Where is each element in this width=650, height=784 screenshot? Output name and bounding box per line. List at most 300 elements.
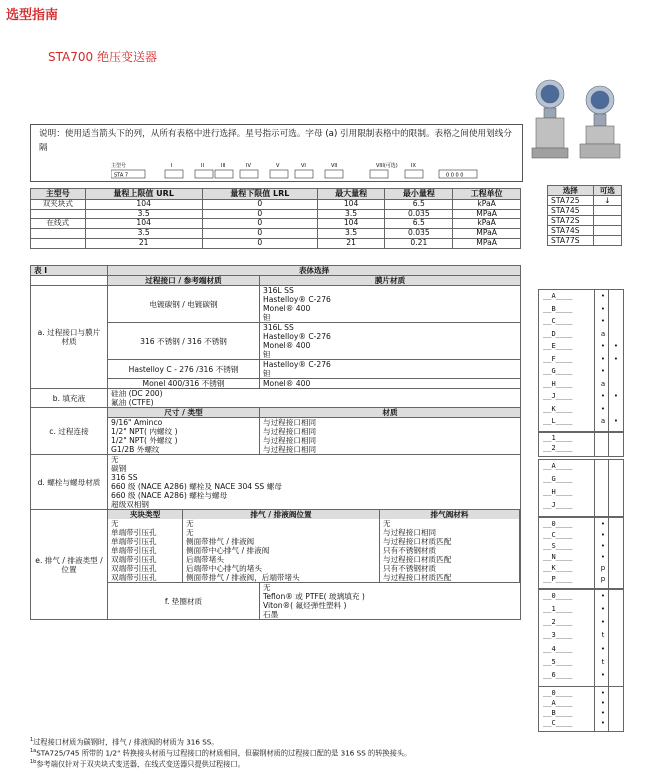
table-row (31, 200, 521, 210)
code-option[interactable] (543, 381, 573, 388)
model-number-diagram (111, 161, 491, 181)
code-letter: J (551, 501, 556, 509)
table1-subtitle: 表体选择 (108, 266, 521, 276)
diaphragm-cell-line: 316L SS (263, 323, 294, 332)
table1-title: 表 I (31, 266, 108, 276)
process-cell: 316 不锈钢 / 316 不锈钢 (108, 323, 260, 360)
e-cell: 与过程接口材质匹配 (380, 537, 520, 546)
range-cell-model: 在线式 (31, 219, 86, 229)
code-option[interactable] (543, 489, 573, 496)
diaphragm-cell-line: 316L SS (263, 286, 294, 295)
range-cell-unit: kPaA (453, 200, 521, 210)
table-row (548, 226, 622, 236)
label-c: c. 过程连接 (31, 408, 108, 455)
code-blank: ____ (555, 304, 573, 313)
code-option[interactable] (543, 521, 573, 528)
diaphragm-cell-line: Monel® 400 (263, 341, 311, 350)
range-cell-max: 21 (317, 238, 385, 248)
table-row (31, 286, 521, 323)
product-title: STA700 绝压变送器 (48, 50, 157, 64)
code-blank: ____ (555, 501, 573, 509)
range-cell-unit: kPaA (453, 219, 521, 229)
e-cell: 侧面带中心排气 / 排液阀 (183, 546, 380, 555)
code-letter: C (551, 719, 556, 727)
e-cell: 侧面带排气 / 排液阀，后端带堵头 (183, 573, 380, 582)
diagram-roman-1: I (171, 163, 173, 169)
table-row (548, 196, 622, 206)
fill-cell-line: 氟油 (CTFE) (111, 398, 154, 407)
code-blank: __ (543, 475, 552, 483)
code-blank: ____ (555, 462, 573, 470)
code-option[interactable] (543, 476, 573, 483)
code-letter: E (551, 342, 556, 351)
code-blank: ____ (555, 542, 573, 550)
code-blank: ____ (555, 434, 573, 442)
code-blank: ____ (555, 520, 573, 528)
table-row (31, 229, 521, 239)
diagram-roman-8: VIII(可选) (376, 163, 398, 169)
code-blank: __ (543, 417, 552, 426)
table-row (108, 546, 520, 555)
code-blank: __ (543, 531, 552, 539)
code-blank: __ (543, 501, 552, 509)
selection-arrow-icon (593, 216, 621, 226)
e-cell: 只有不锈钢材质 (380, 546, 520, 555)
c-mat-cell-line: 与过程接口相同 (263, 445, 317, 454)
footnote (30, 747, 411, 758)
range-header-5: 工程单位 (453, 189, 521, 200)
select-header: 选择 (548, 186, 594, 196)
table-row (108, 537, 520, 546)
range-cell-lrl: 0 (202, 229, 317, 239)
diaphragm-cell-line: Hastelloy® C-276 (263, 295, 331, 304)
e-cell: 无 (183, 519, 380, 528)
diaphragm-cell (260, 286, 521, 323)
diagram-roman-5: V (276, 163, 280, 169)
code-letter: P (551, 575, 556, 583)
e-cell: 后端带中心排气的堵头 (183, 564, 380, 573)
code-blank: ____ (555, 699, 573, 707)
e-cell: 无 (108, 519, 183, 528)
table-row (31, 219, 521, 229)
code-divider (608, 590, 609, 686)
c-mat-cell-line: 与过程接口相同 (263, 436, 317, 445)
code-letter: B (551, 709, 556, 717)
e-cell: 只有不锈钢材质 (380, 564, 520, 573)
code-letter: G (551, 475, 556, 483)
footnote-marker: 1b (30, 759, 37, 766)
e-cell: 侧面带排气 / 排液阀 (183, 537, 380, 546)
code-letter: H (551, 488, 556, 496)
code-blank: ____ (555, 531, 573, 539)
option-mark: • (600, 392, 606, 401)
code-blank: ____ (555, 709, 573, 717)
code-blank: __ (543, 488, 552, 496)
code-blank: __ (543, 605, 552, 614)
process-cell: Hastelloy C - 276 /316 不锈钢 (108, 360, 260, 379)
selection-arrow-icon: ↓ (593, 196, 621, 206)
diagram-roman-6: VI (301, 163, 306, 169)
range-cell-unit: MPaA (453, 238, 521, 248)
footnote-text: 过程接口材质为碳钢时，排气 / 排液阀的材质为 316 SS。 (33, 737, 219, 747)
code-option[interactable] (543, 532, 573, 539)
code-option[interactable] (543, 293, 573, 300)
table-row (108, 555, 520, 564)
option-mark: t (601, 657, 605, 666)
code-blank: ____ (555, 488, 573, 496)
table-row (108, 564, 520, 573)
table-row (31, 408, 521, 418)
e-head-1: 排气 / 排液阀位置 (183, 510, 380, 519)
code-letter: N (551, 553, 556, 561)
code-blank: ____ (555, 657, 573, 666)
code-option[interactable] (543, 593, 573, 600)
code-letter: 6 (551, 670, 556, 679)
option-mark: • (600, 644, 606, 653)
c-mat-cell-line: 与过程接口相同 (263, 427, 317, 436)
e-head-0: 夹块类型 (108, 510, 183, 519)
option-mark: a (600, 379, 606, 388)
code-letter: A (551, 462, 556, 470)
code-blank: ____ (555, 329, 573, 338)
code-letter: 1 (551, 605, 556, 614)
range-cell-min: 0.21 (385, 238, 453, 248)
code-divider (594, 460, 595, 516)
gasket-cell (260, 583, 521, 620)
code-letter: 5 (551, 657, 556, 666)
option-mark: • (600, 670, 606, 679)
table-row (31, 276, 521, 286)
range-cell-model: 双夹块式 (31, 200, 86, 210)
code-blank: __ (543, 670, 552, 679)
code-blank: ____ (555, 564, 573, 572)
process-cell: Monel 400/316 不锈钢 (108, 379, 260, 389)
selection-arrow-icon (593, 226, 621, 236)
code-box-e (538, 589, 624, 687)
range-cell-unit: MPaA (453, 209, 521, 219)
label-e: e. 排气 / 排液类型 / 位置 (31, 510, 108, 620)
code-blank: __ (543, 462, 552, 470)
code-divider (608, 460, 609, 516)
code-blank: ____ (555, 444, 573, 452)
code-letter: C (551, 531, 556, 539)
code-blank: ____ (555, 719, 573, 727)
range-table (30, 188, 521, 249)
code-letter: L (551, 417, 556, 426)
code-option[interactable] (543, 418, 573, 425)
code-divider (594, 290, 595, 432)
code-option[interactable] (543, 543, 573, 550)
gasket-cell-line: Viton®( 氟烃弹性塑料 ) (263, 601, 347, 610)
code-option[interactable] (543, 632, 573, 639)
code-blank: ____ (555, 553, 573, 561)
code-option[interactable] (543, 368, 573, 375)
c-size-cell-line: G1/2B 外螺纹 (111, 445, 160, 454)
code-option[interactable] (543, 700, 573, 707)
code-option[interactable] (543, 565, 573, 572)
fill-cell (108, 389, 521, 408)
diaphragm-cell-line: 钽 (263, 350, 271, 359)
code-option[interactable] (543, 435, 573, 442)
code-blank: ____ (555, 689, 573, 697)
code-option[interactable] (543, 554, 573, 561)
code-box-a (538, 289, 624, 433)
table-row (31, 510, 521, 583)
code-letter: J (551, 392, 556, 401)
code-option[interactable] (543, 576, 573, 583)
code-letter: B (551, 304, 556, 313)
model-code: STA745 (548, 206, 594, 216)
option-mark: • (613, 342, 619, 351)
code-option[interactable] (543, 672, 573, 679)
model-code: STA74S (548, 226, 594, 236)
table-row (548, 216, 622, 226)
table-row (108, 519, 520, 528)
spacer-cell (31, 276, 108, 286)
code-blank: ____ (555, 367, 573, 376)
code-box-f (538, 686, 624, 732)
code-blank: ____ (555, 354, 573, 363)
code-option[interactable] (543, 343, 573, 350)
e-subtable (108, 510, 520, 582)
code-box-d (538, 517, 624, 589)
code-blank: __ (543, 342, 552, 351)
bolt-cell-line: 316 SS (111, 473, 138, 482)
gasket-cell-line: 石墨 (263, 610, 279, 619)
option-mark: • (613, 392, 619, 401)
code-option[interactable] (543, 646, 573, 653)
table-row (31, 209, 521, 219)
range-cell-url: 21 (85, 238, 202, 248)
code-blank: ____ (555, 404, 573, 413)
code-blank: __ (543, 689, 552, 697)
e-cell: 与过程接口相同 (380, 528, 520, 537)
table-1-body-selection (30, 265, 521, 620)
option-mark: • (600, 292, 606, 300)
code-blank: ____ (555, 417, 573, 426)
code-option[interactable] (543, 318, 573, 325)
selection-arrow-icon (593, 206, 621, 216)
code-option[interactable] (543, 690, 573, 697)
model-code: STA725 (548, 196, 594, 206)
optional-header: 可选 (593, 186, 621, 196)
code-letter: 0 (551, 520, 556, 528)
diaphragm-cell-line: Hastelloy® C-276 (263, 360, 331, 369)
code-blank: __ (543, 520, 552, 528)
code-option[interactable] (543, 720, 573, 727)
code-option[interactable] (543, 331, 573, 338)
diaphragm-cell-line: Monel® 400 (263, 379, 311, 388)
label-d: d. 螺栓与螺母材质 (31, 455, 108, 510)
code-blank: __ (543, 719, 552, 727)
footnote-text: 参考端仅针对于双夹块式变送器，在线式变送器只提供过程接口。 (36, 759, 245, 769)
code-blank: ____ (555, 317, 573, 326)
table-row (108, 528, 520, 537)
option-mark: • (600, 520, 606, 528)
bolt-cell-line: 660 级 (NACE A286) 螺栓及 NACE 304 SS 螺母 (111, 482, 282, 491)
option-mark: • (600, 404, 606, 413)
range-cell-max: 3.5 (317, 229, 385, 239)
code-option[interactable] (543, 710, 573, 717)
option-mark: • (600, 342, 606, 351)
range-cell-min: 6.5 (385, 200, 453, 210)
range-header-3: 最大量程 (317, 189, 385, 200)
code-letter: A (551, 292, 556, 300)
option-mark: • (600, 605, 606, 614)
diagram-roman-9: IX (411, 163, 416, 169)
e-cell: 无 (380, 519, 520, 528)
code-blank: __ (543, 644, 552, 653)
option-mark: • (600, 367, 606, 376)
code-letter: 4 (551, 644, 556, 653)
code-blank: __ (543, 329, 552, 338)
code-blank: __ (543, 575, 552, 583)
code-blank: ____ (555, 592, 573, 600)
range-cell-unit: MPaA (453, 229, 521, 239)
e-header-wrap (108, 510, 521, 583)
code-option[interactable] (543, 463, 573, 470)
option-mark: • (600, 618, 606, 627)
model-select-table (547, 185, 622, 246)
code-blank: ____ (555, 475, 573, 483)
option-mark: • (600, 553, 606, 561)
e-cell: 与过程接口材质匹配 (380, 555, 520, 564)
code-divider (608, 518, 609, 588)
code-blank: __ (543, 618, 552, 627)
range-cell-model (31, 229, 86, 239)
footnote (30, 736, 411, 747)
code-blank: __ (543, 553, 552, 561)
code-option[interactable] (543, 502, 573, 509)
c-size-cell-line: 9/16" Aminco (111, 418, 163, 427)
range-header-4: 最小量程 (385, 189, 453, 200)
range-cell-min: 0.035 (385, 229, 453, 239)
gasket-cell-line: 无 (263, 583, 271, 592)
code-blank: __ (543, 564, 552, 572)
c-mat-cell (260, 418, 521, 455)
code-blank: __ (543, 354, 552, 363)
code-letter: D (551, 329, 556, 338)
code-blank: __ (543, 699, 552, 707)
code-option[interactable] (543, 606, 573, 613)
section-title: 选型指南 (6, 8, 59, 23)
col-diaphragm-header: 膜片材质 (260, 276, 521, 286)
code-blank: __ (543, 657, 552, 666)
code-option[interactable] (543, 659, 573, 666)
code-blank: __ (543, 592, 552, 600)
range-cell-lrl: 0 (202, 200, 317, 210)
code-option[interactable] (543, 406, 573, 413)
diagram-main-model: 主型号 (111, 163, 127, 169)
code-option[interactable] (543, 393, 573, 400)
footnote-marker: 1 (30, 737, 34, 743)
e-cell: 与过程接口材质匹配 (380, 573, 520, 582)
code-divider (594, 432, 595, 456)
code-divider (608, 432, 609, 456)
diaphragm-cell-line: Hastelloy® C-276 (263, 332, 331, 341)
range-cell-min: 6.5 (385, 219, 453, 229)
table-row (548, 236, 622, 246)
range-cell-max: 104 (317, 219, 385, 229)
instructions-box (30, 124, 523, 182)
range-cell-url: 3.5 (85, 209, 202, 219)
option-mark: a (600, 417, 606, 426)
range-cell-max: 3.5 (317, 209, 385, 219)
range-cell-url: 104 (85, 219, 202, 229)
code-blank: __ (543, 292, 552, 300)
label-a: a. 过程接口与膜片材质 (31, 286, 108, 389)
table-row (31, 455, 521, 510)
code-letter: 0 (551, 592, 556, 600)
range-cell-lrl: 0 (202, 219, 317, 229)
code-blank: ____ (555, 644, 573, 653)
e-cell: 无 (183, 528, 380, 537)
e-cell: 单端带引压孔 (108, 537, 183, 546)
bolt-cell-line: 660 级 (NACE A286) 螺栓与螺母 (111, 491, 228, 500)
code-option[interactable] (543, 445, 573, 452)
instructions-text: 说明：使用适当箭头下的列，从所有表格中进行选择。星号指示可选。字母 (a) 引用限制表格中的限制。表格之间使用划线分隔 (39, 129, 512, 153)
range-cell-min: 0.035 (385, 209, 453, 219)
diagram-roman-7: VII (331, 163, 338, 169)
e-cell: 后端带堵头 (183, 555, 380, 564)
range-cell-url: 104 (85, 200, 202, 210)
option-mark: • (600, 304, 606, 313)
range-cell-url: 3.5 (85, 229, 202, 239)
code-letter: F (551, 354, 556, 363)
bolt-cell-line: 无 (111, 455, 119, 464)
process-cell: 电镀碳钢 / 电镀碳钢 (108, 286, 260, 323)
code-box-c (538, 459, 624, 517)
range-cell-max: 104 (317, 200, 385, 210)
option-mark: • (600, 689, 606, 697)
range-header-2: 量程下限值 LRL (202, 189, 317, 200)
code-option[interactable] (543, 306, 573, 313)
code-letter: 2 (551, 444, 556, 452)
e-cell: 单端带引压孔 (108, 546, 183, 555)
diaphragm-cell (260, 379, 521, 389)
code-blank: ____ (555, 618, 573, 627)
diagram-roman-3: III (221, 163, 226, 169)
diagram-tail: 0 0 0 0 (446, 172, 464, 179)
bolt-cell-line: 碳钢 (111, 464, 127, 473)
fill-cell-line: 硅油 (DC 200) (111, 389, 163, 398)
c-head-size: 尺寸 / 类型 (108, 408, 260, 418)
diaphragm-cell (260, 360, 521, 379)
code-blank: __ (543, 542, 552, 550)
code-letter: H (551, 379, 556, 388)
code-option[interactable] (543, 619, 573, 626)
code-blank: ____ (555, 379, 573, 388)
diaphragm-cell-line: 钽 (263, 313, 271, 322)
option-mark: t (601, 631, 605, 640)
e-cell: 双端带引压孔 (108, 555, 183, 564)
option-mark: p (600, 564, 606, 572)
option-mark: p (600, 575, 606, 583)
code-blank: __ (543, 709, 552, 717)
option-mark: • (600, 592, 606, 600)
table-row (31, 389, 521, 408)
c-size-cell-line: 1/2" NPT( 外螺纹 ) (111, 436, 178, 445)
code-blank: __ (543, 631, 552, 640)
footnote (30, 758, 411, 769)
code-blank: __ (543, 404, 552, 413)
code-blank: ____ (555, 342, 573, 351)
code-letter: K (551, 564, 556, 572)
code-divider (608, 687, 609, 731)
code-option[interactable] (543, 356, 573, 363)
selection-arrow-icon (593, 236, 621, 246)
code-letter: G (551, 367, 556, 376)
